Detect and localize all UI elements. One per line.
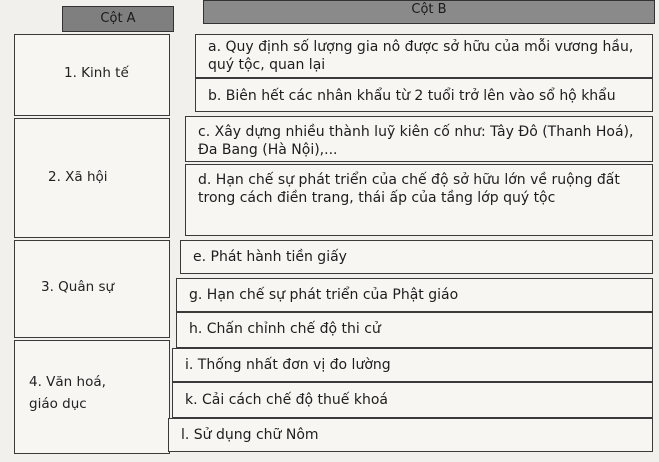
- column-a-item-military: [14, 240, 170, 338]
- column-b-item-l: l. Sử dụng chữ Nôm: [168, 418, 653, 452]
- column-a-label: 4. Văn hoá, giáo dục: [29, 374, 106, 412]
- column-b-item-b: b. Biên hết các nhân khẩu từ 2 tuổi trở lên vào sổ hộ khẩu: [195, 78, 653, 112]
- column-a-label: 1. Kinh tế: [64, 65, 129, 81]
- column-b-item-i: i. Thống nhất đơn vị đo lường: [172, 348, 653, 382]
- column-a-item-economy: [14, 34, 170, 116]
- column-a-label: 3. Quân sự: [41, 279, 115, 295]
- column-a-label: 2. Xã hội: [48, 169, 108, 185]
- column-b-header: Cột B: [203, 0, 655, 24]
- column-b-item-a: a. Quy định số lượng gia nô được sở hữu của mỗi vương hầu, quý tộc, quan lại: [195, 34, 653, 78]
- column-a-item-society: [14, 118, 170, 238]
- column-b-item-g: g. Hạn chế sự phát triển của Phật giáo: [176, 278, 653, 312]
- column-b-item-k: k. Cải cách chế độ thuế khoá: [172, 382, 653, 418]
- column-b-item-e: e. Phát hành tiền giấy: [180, 240, 653, 274]
- column-a-item-culture-education: [14, 340, 170, 454]
- column-a-header: Cột A: [62, 6, 174, 32]
- column-b-item-d: d. Hạn chế sự phát triển của chế độ sở hữu lớn về ruộng đất trong cách điền trang, thái ấp của tầng lớp quý tộc: [185, 164, 653, 236]
- column-b-item-h: h. Chấn chỉnh chế độ thi cử: [176, 312, 653, 348]
- column-b-item-c: c. Xây dựng nhiều thành luỹ kiên cố như: Tây Đô (Thanh Hoá), Đa Bang (Hà Nội),...: [185, 116, 653, 162]
